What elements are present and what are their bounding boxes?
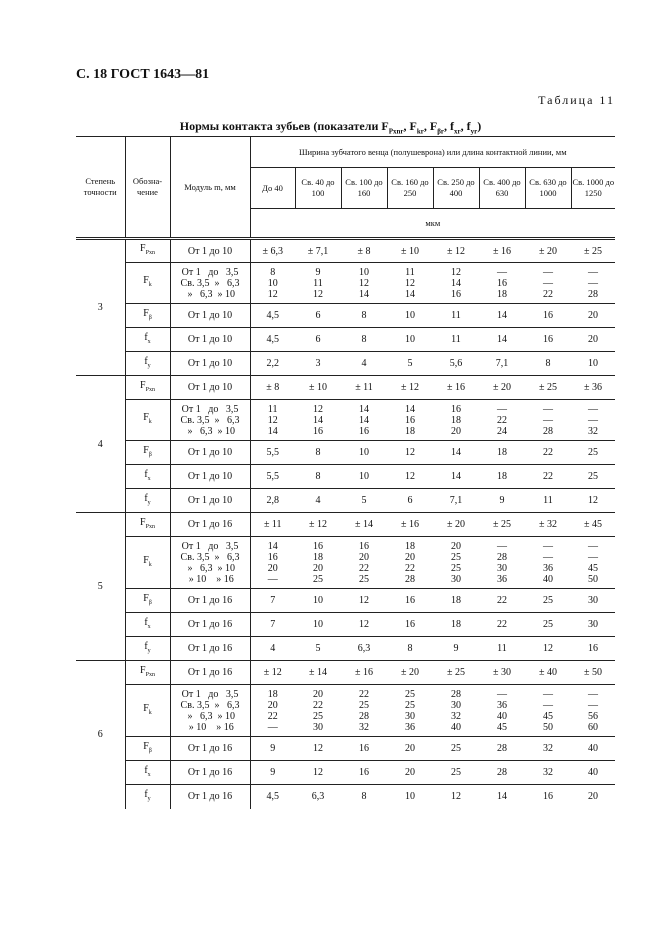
table-row (76, 537, 615, 589)
value-cell: 10 (295, 589, 341, 613)
value-cell: 10 (387, 304, 433, 328)
value-cell: 4,5 (250, 304, 295, 328)
value-cell: 10 (571, 352, 615, 376)
value-cell: 14 16 20 — (250, 537, 295, 589)
header-col-5: Св. 250 до 400 (433, 168, 479, 209)
header-degree: Степень точности (76, 137, 125, 239)
module-cell: От 1 до 16 (170, 589, 250, 613)
value-cell: 25 (525, 613, 571, 637)
symbol-cell: $F_k$ (125, 685, 170, 737)
table-row (76, 239, 615, 263)
table-row (76, 304, 615, 328)
value-cell: — 22 24 (479, 400, 525, 441)
value-cell: ± 25 (433, 661, 479, 685)
value-cell: 11 12 14 (250, 400, 295, 441)
value-cell: ± 32 (525, 513, 571, 537)
value-cell: — 28 30 36 (479, 537, 525, 589)
value-cell: 2,2 (250, 352, 295, 376)
contact-norms-table (76, 136, 615, 809)
table-row (76, 263, 615, 304)
value-cell: 6,3 (295, 785, 341, 809)
value-cell: 4 (250, 637, 295, 661)
module-cell: От 1 до 16 (170, 761, 250, 785)
value-cell: 14 14 16 (341, 400, 387, 441)
value-cell: 10 (295, 613, 341, 637)
value-cell: 2,8 (250, 489, 295, 513)
value-cell: 16 (387, 589, 433, 613)
value-cell: 16 (525, 304, 571, 328)
value-cell: 12 (387, 441, 433, 465)
caption-indicator: $F_{kr}$ (409, 119, 424, 136)
value-cell: — — 45 50 (525, 685, 571, 737)
value-cell: ± 6,3 (262, 245, 283, 257)
module-cell: От 1 до 10 (170, 489, 250, 513)
symbol-cell: $F_\beta$ (125, 441, 170, 465)
value-cell: 11 (433, 328, 479, 352)
value-cell: 8 (341, 304, 387, 328)
value-cell: 12 (571, 489, 615, 513)
header-module: Модуль m, мм (170, 137, 250, 239)
degree-cell: 3 (76, 239, 125, 376)
value-cell: 18 20 22 28 (387, 537, 433, 589)
value-cell: 20 (571, 328, 615, 352)
value-cell: — — 45 50 (571, 537, 615, 589)
module-cell: От 1 до 10 (170, 465, 250, 489)
value-cell: ± 8 (357, 245, 371, 257)
module-cell: От 1 до 10 (170, 239, 250, 263)
value-cell: 8 (341, 785, 387, 809)
module-cell: От 1 до 16 (170, 513, 250, 537)
header-width-group: Ширина зубчатого венца (полушеврона) или длина контактной линии, мм (250, 137, 615, 168)
symbol-cell: $f_y$ (125, 637, 170, 661)
value-cell: 7,1 (433, 489, 479, 513)
value-cell: 5 (295, 637, 341, 661)
header-col-8: Св. 1000 до 1250 (571, 168, 615, 209)
symbol-cell: $F_{Pxn}$ (125, 239, 170, 263)
value-cell: 25 25 30 36 (387, 685, 433, 737)
value-cell: — 36 40 45 (479, 685, 525, 737)
symbol-cell: $f_y$ (125, 785, 170, 809)
value-cell: 22 25 28 32 (341, 685, 387, 737)
symbol-cell: $f_y$ (125, 489, 170, 513)
header-col-7: Св. 630 до 1000 (525, 168, 571, 209)
value-cell: 20 (571, 785, 615, 809)
value-cell: 4,5 (250, 785, 295, 809)
value-cell: 12 (387, 465, 433, 489)
symbol-cell: $f_y$ (125, 352, 170, 376)
value-cell: 20 (387, 737, 433, 761)
value-cell: 12 (525, 637, 571, 661)
value-cell: 9 (479, 489, 525, 513)
module-cell: От 1 до 10 (170, 352, 250, 376)
module-cell: От 1 до 3,5 Св. 3,5 » 6,3 » 6,3 » 10 (170, 263, 250, 304)
value-cell: — — 32 (571, 400, 615, 441)
value-cell: 12 (433, 785, 479, 809)
value-cell: ± 8 (250, 376, 295, 400)
value-cell: 7,1 (479, 352, 525, 376)
value-cell: 5,5 (250, 441, 295, 465)
value-cell: ± 14 (341, 513, 387, 537)
value-cell: 28 (479, 761, 525, 785)
value-cell: 6 (295, 304, 341, 328)
value-cell: 11 (479, 637, 525, 661)
degree-cell: 6 (76, 661, 125, 809)
table-row (76, 785, 615, 809)
table-row (76, 685, 615, 737)
value-cell: 11 (525, 489, 571, 513)
symbol-cell: $F_\beta$ (125, 589, 170, 613)
value-cell: 12 (295, 737, 341, 761)
header-col-4: Св. 160 до 250 (387, 168, 433, 209)
symbol-cell: $F_k$ (125, 537, 170, 589)
value-cell: 14 16 18 (387, 400, 433, 441)
value-cell: 11 12 14 (387, 263, 433, 304)
value-cell: 32 (525, 737, 571, 761)
value-cell: ± 50 (571, 661, 615, 685)
table-row (76, 465, 615, 489)
table-row (76, 352, 615, 376)
value-cell: 8 (341, 328, 387, 352)
module-cell: От 1 до 10 (170, 441, 250, 465)
value-cell: — — 56 60 (571, 685, 615, 737)
value-cell: 14 (479, 328, 525, 352)
value-cell: — — 22 (525, 263, 571, 304)
table-row (76, 328, 615, 352)
symbol-cell: $f_x$ (125, 328, 170, 352)
table-row (76, 661, 615, 685)
value-cell: — — 28 (525, 400, 571, 441)
value-cell: 10 (387, 785, 433, 809)
value-cell: 16 18 20 25 (295, 537, 341, 589)
value-cell: 9 11 12 (295, 263, 341, 304)
value-cell: 20 (387, 761, 433, 785)
value-cell: ± 25 (584, 245, 602, 257)
value-cell: 4 (295, 489, 341, 513)
value-cell: 10 (341, 441, 387, 465)
value-cell: 16 (525, 785, 571, 809)
header-col-2: Св. 40 до 100 (295, 168, 341, 209)
value-cell: ± 16 (341, 661, 387, 685)
value-cell: 14 (479, 785, 525, 809)
value-cell: ± 12 (250, 661, 295, 685)
value-cell: 25 (525, 589, 571, 613)
value-cell: 4,5 (250, 328, 295, 352)
value-cell: 5 (341, 489, 387, 513)
table-row (76, 637, 615, 661)
symbol-cell: $F_k$ (125, 263, 170, 304)
value-cell: ± 12 (295, 513, 341, 537)
value-cell: 16 (571, 637, 615, 661)
value-cell: ± 12 (387, 376, 433, 400)
caption-indicator: $f_{yr}$ (466, 119, 478, 136)
table-row (76, 737, 615, 761)
value-cell: 20 25 25 30 (433, 537, 479, 589)
table-row (76, 441, 615, 465)
value-cell: 9 (250, 761, 295, 785)
module-cell: От 1 до 16 (170, 785, 250, 809)
degree-cell: 5 (76, 513, 125, 661)
value-cell: 10 (341, 465, 387, 489)
header-col-3: Св. 100 до 160 (341, 168, 387, 209)
header-col-1: До 40 (250, 168, 295, 209)
module-cell: От 1 до 16 (170, 613, 250, 637)
value-cell: 25 (571, 465, 615, 489)
header-unit: мкм (250, 209, 615, 239)
header-symbol: Обозна-чение (125, 137, 170, 239)
value-cell: ± 36 (571, 376, 615, 400)
value-cell: ± 20 (433, 513, 479, 537)
value-cell: ± 40 (525, 661, 571, 685)
symbol-cell: $F_{Pxn}$ (125, 513, 170, 537)
value-cell: 12 (341, 613, 387, 637)
value-cell: 8 (295, 441, 341, 465)
value-cell: 3 (295, 352, 341, 376)
table-number: Таблица 11 (538, 93, 615, 107)
value-cell: 8 10 12 (250, 263, 295, 304)
value-cell: ± 25 (479, 513, 525, 537)
value-cell: 8 (525, 352, 571, 376)
degree-cell: 4 (76, 376, 125, 513)
module-cell: От 1 до 16 (170, 637, 250, 661)
value-cell: 25 (433, 761, 479, 785)
table-row (76, 513, 615, 537)
module-cell: От 1 до 10 (170, 328, 250, 352)
value-cell: 18 (433, 613, 479, 637)
symbol-cell: $f_x$ (125, 761, 170, 785)
symbol-cell: $f_x$ (125, 613, 170, 637)
module-cell: От 1 до 3,5 Св. 3,5 » 6,3 » 6,3 » 10 (170, 400, 250, 441)
table-row (76, 376, 615, 400)
value-cell: 7 (250, 613, 295, 637)
value-cell: — 16 18 (479, 263, 525, 304)
module-cell: От 1 до 16 (170, 661, 250, 685)
value-cell: 5 (387, 352, 433, 376)
value-cell: ± 30 (479, 661, 525, 685)
value-cell: ± 7,1 (307, 245, 329, 257)
value-cell: 6 (387, 489, 433, 513)
symbol-cell: $F_\beta$ (125, 304, 170, 328)
value-cell: 9 (433, 637, 479, 661)
value-cell: ± 25 (525, 376, 571, 400)
value-cell: 18 (433, 589, 479, 613)
symbol-cell: $F_\beta$ (125, 737, 170, 761)
value-cell: 7 (250, 589, 295, 613)
value-cell: ± 20 (479, 376, 525, 400)
caption-indicator: $f_{xr}$ (450, 119, 461, 136)
value-cell: 9 (250, 737, 295, 761)
value-cell: 40 (571, 737, 615, 761)
value-cell: 22 (525, 465, 571, 489)
module-cell: От 1 до 16 (170, 737, 250, 761)
module-cell: От 1 до 10 (170, 376, 250, 400)
value-cell: ± 16 (493, 245, 511, 257)
value-cell: 22 (479, 613, 525, 637)
table-row (76, 589, 615, 613)
value-cell: 16 (341, 761, 387, 785)
value-cell: ± 10 (401, 245, 419, 257)
value-cell: ± 16 (433, 376, 479, 400)
value-cell: 18 (479, 441, 525, 465)
value-cell: 4 (341, 352, 387, 376)
value-cell: 16 (525, 328, 571, 352)
symbol-cell: $F_{Pxn}$ (125, 376, 170, 400)
value-cell: 40 (571, 761, 615, 785)
value-cell: 28 (479, 737, 525, 761)
value-cell: 25 (433, 737, 479, 761)
value-cell: 12 (295, 761, 341, 785)
value-cell: ± 16 (387, 513, 433, 537)
module-cell: От 1 до 10 (170, 304, 250, 328)
caption-text: Нормы контакта зубьев (показатели (179, 119, 382, 133)
value-cell: 11 (433, 304, 479, 328)
value-cell: 14 (433, 465, 479, 489)
value-cell: ± 45 (571, 513, 615, 537)
value-cell: 18 (479, 465, 525, 489)
value-cell: 20 (571, 304, 615, 328)
table-row (76, 400, 615, 441)
value-cell: 8 (295, 465, 341, 489)
value-cell: 10 12 14 (341, 263, 387, 304)
module-cell: От 1 до 3,5 Св. 3,5 » 6,3 » 6,3 » 10 » 10 » 16 (170, 537, 250, 589)
table-row (76, 613, 615, 637)
value-cell: 28 30 32 40 (433, 685, 479, 737)
value-cell: 8 (387, 637, 433, 661)
value-cell: 16 20 22 25 (341, 537, 387, 589)
page-header: С. 18 ГОСТ 1643—81 (76, 67, 210, 82)
value-cell: 14 (433, 441, 479, 465)
value-cell: 22 (525, 441, 571, 465)
value-cell: 18 20 22 — (250, 685, 295, 737)
table-caption: Нормы контакта зубьев (показатели $F_{Pxnr}$, $F_{kr}$, $F_{\beta r}$, $f_{xr}$, $f_{yr}$) (179, 119, 482, 136)
value-cell: 10 (387, 328, 433, 352)
value-cell: 30 (571, 613, 615, 637)
value-cell: 5,5 (250, 465, 295, 489)
value-cell: ± 10 (295, 376, 341, 400)
symbol-cell: $F_{Pxn}$ (125, 661, 170, 685)
symbol-cell: $F_k$ (125, 400, 170, 441)
symbol-cell: $f_x$ (125, 465, 170, 489)
value-cell: 6 (295, 328, 341, 352)
value-cell: 12 (341, 589, 387, 613)
value-cell: — — 28 (571, 263, 615, 304)
value-cell: 5,6 (433, 352, 479, 376)
value-cell: 22 (479, 589, 525, 613)
value-cell: 6,3 (341, 637, 387, 661)
module-cell: От 1 до 3,5 Св. 3,5 » 6,3 » 6,3 » 10 » 10 » 16 (170, 685, 250, 737)
value-cell: ± 14 (295, 661, 341, 685)
value-cell: ± 11 (341, 376, 387, 400)
table-row (76, 489, 615, 513)
value-cell: 16 18 20 (433, 400, 479, 441)
table-row (76, 761, 615, 785)
value-cell: ± 11 (250, 513, 295, 537)
value-cell: 20 22 25 30 (295, 685, 341, 737)
value-cell: 32 (525, 761, 571, 785)
value-cell: ± 20 (539, 245, 557, 257)
value-cell: 30 (571, 589, 615, 613)
header-col-6: Св. 400 до 630 (479, 168, 525, 209)
value-cell: 12 14 16 (295, 400, 341, 441)
value-cell: 16 (387, 613, 433, 637)
table-head (76, 137, 615, 239)
value-cell: — — 36 40 (525, 537, 571, 589)
caption-indicator: $F_{\beta r}$ (429, 119, 444, 136)
value-cell: 12 14 16 (433, 263, 479, 304)
value-cell: ± 20 (387, 661, 433, 685)
caption-indicator: $F_{Pxnr}$ (381, 119, 404, 136)
value-cell: 16 (341, 737, 387, 761)
value-cell: 14 (479, 304, 525, 328)
value-cell: ± 12 (447, 245, 465, 257)
value-cell: 25 (571, 441, 615, 465)
table-body (76, 239, 615, 809)
